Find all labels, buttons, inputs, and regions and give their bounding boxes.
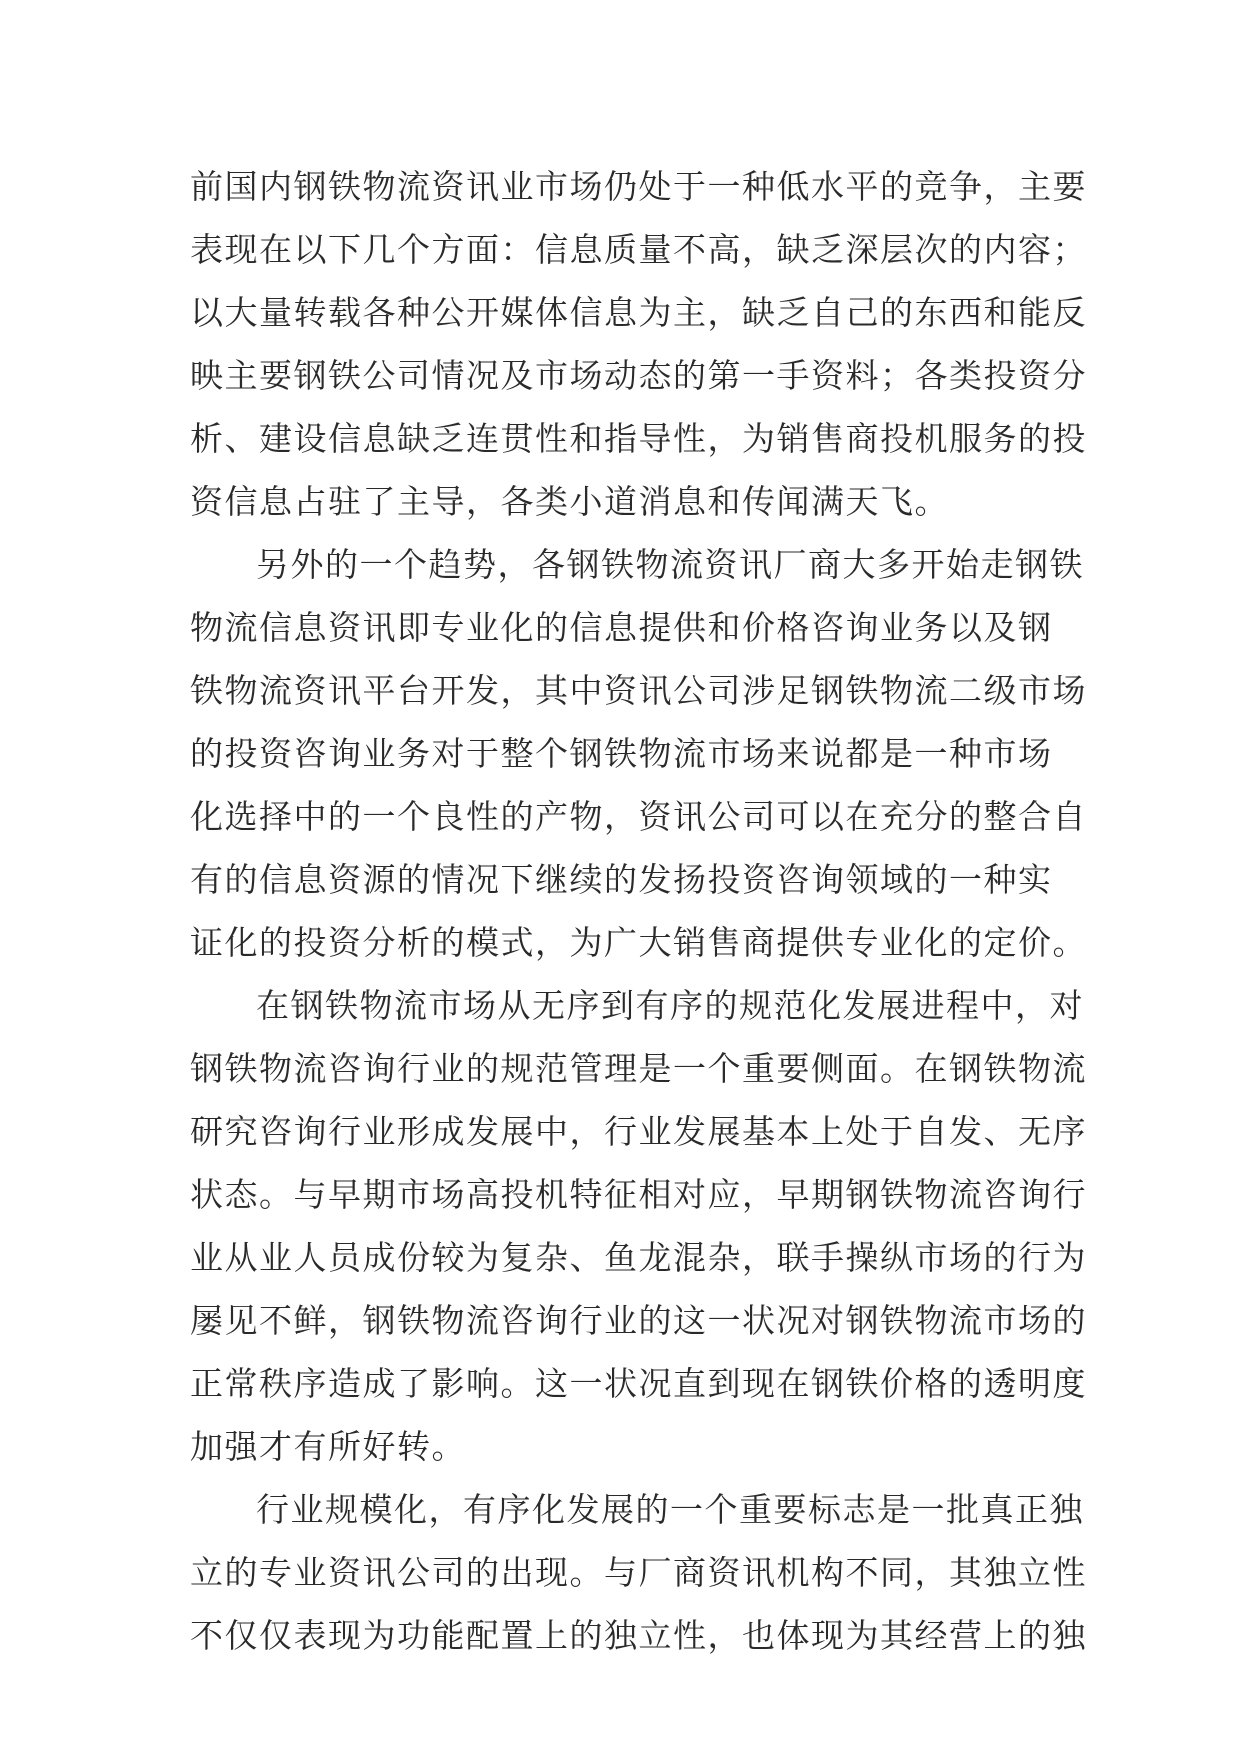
text-line: 的投资咨询业务对于整个钢铁物流市场来说都是一种市场: [190, 734, 1053, 773]
body-text: [190, 155, 1087, 1667]
text-line: 析、建设信息缺乏连贯性和指导性，为销售商投机服务的投: [190, 419, 1087, 458]
text-line: 业从业人员成份较为复杂、鱼龙混杂，联手操纵市场的行为: [190, 1238, 1087, 1277]
text-line: 状态。与早期市场高投机特征相对应，早期钢铁物流咨询行: [190, 1175, 1087, 1214]
text-line: 以大量转载各种公开媒体信息为主，缺乏自己的东西和能反: [190, 293, 1087, 332]
text-line: 表现在以下几个方面：信息质量不高，缺乏深层次的内容；: [190, 230, 1087, 269]
text-line: 加强才有所好转。: [190, 1427, 466, 1466]
text-line: 化选择中的一个良性的产物，资讯公司可以在充分的整合自: [190, 797, 1087, 836]
text-line: 不仅仅表现为功能配置上的独立性，也体现为其经营上的独: [190, 1616, 1087, 1655]
text-line: 映主要钢铁公司情况及市场动态的第一手资料；各类投资分: [190, 356, 1087, 395]
text-line: 前国内钢铁物流资讯业市场仍处于一种低水平的竞争，主要: [190, 167, 1087, 206]
paragraph-first-line: 行业规模化，有序化发展的一个重要标志是一批真正独: [256, 1490, 1084, 1529]
text-line: 研究咨询行业形成发展中，行业发展基本上处于自发、无序: [190, 1112, 1087, 1151]
text-line: 立的专业资讯公司的出现。与厂商资讯机构不同，其独立性: [190, 1553, 1087, 1592]
text-line: 钢铁物流咨询行业的规范管理是一个重要侧面。在钢铁物流: [190, 1049, 1087, 1088]
paragraph-first-line: 另外的一个趋势，各钢铁物流资讯厂商大多开始走钢铁: [256, 545, 1084, 584]
text-line: 资信息占驻了主导，各类小道消息和传闻满天飞。: [190, 482, 949, 521]
text-line: 屡见不鲜，钢铁物流咨询行业的这一状况对钢铁物流市场的: [190, 1301, 1087, 1340]
text-line: 正常秩序造成了影响。这一状况直到现在钢铁价格的透明度: [190, 1364, 1087, 1403]
text-line: 有的信息资源的情况下继续的发扬投资咨询领域的一种实: [190, 860, 1053, 899]
text-line: 证化的投资分析的模式，为广大销售商提供专业化的定价。: [190, 923, 1087, 962]
text-line: 铁物流资讯平台开发，其中资讯公司涉足钢铁物流二级市场: [190, 671, 1087, 710]
text-line: 物流信息资讯即专业化的信息提供和价格咨询业务以及钢: [190, 608, 1053, 647]
paragraph-first-line: 在钢铁物流市场从无序到有序的规范化发展进程中，对: [256, 986, 1084, 1025]
